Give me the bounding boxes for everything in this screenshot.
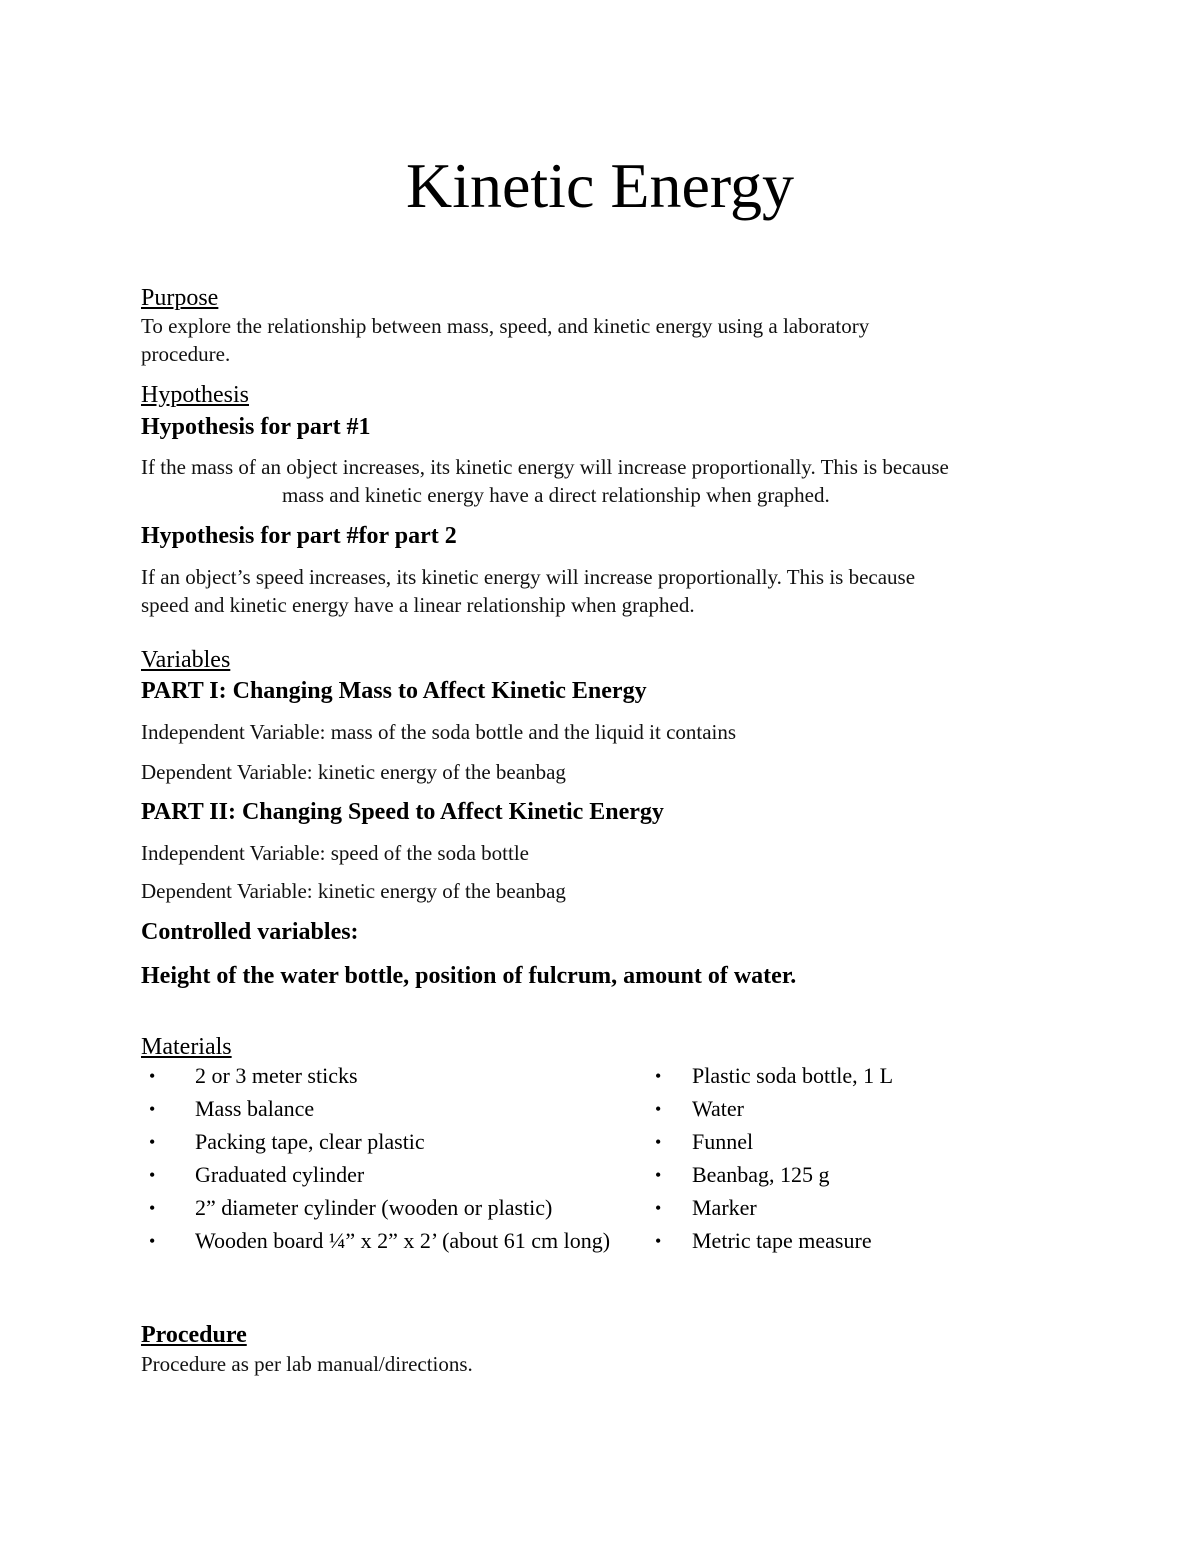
list-item: • Graduated cylinder [149, 1160, 629, 1193]
bullet-icon: • [149, 1231, 156, 1251]
hypothesis-part1-line-1: If the mass of an object increases, its kinetic energy will increase proportionally. This is because [141, 455, 949, 479]
list-item: • Plastic soda bottle, 1 L [655, 1061, 1055, 1094]
hypothesis-part1-line-2: mass and kinetic energy have a direct relationship when graphed. [282, 483, 830, 507]
bullet-icon: • [149, 1132, 156, 1152]
bullet-icon: • [149, 1066, 156, 1086]
bullet-icon: • [655, 1165, 662, 1185]
bullet-icon: • [655, 1132, 662, 1152]
procedure-heading: Procedure [141, 1322, 247, 1348]
materials-list-left [149, 1061, 629, 1259]
controlled-variables-title: Controlled variables: [141, 919, 359, 945]
variables-heading: Variables [141, 647, 231, 673]
list-item: • Funnel [655, 1127, 1055, 1160]
list-item: • Mass balance [149, 1094, 629, 1127]
purpose-text-line-1: To explore the relationship between mass, speed, and kinetic energy using a laboratory [141, 314, 870, 338]
bullet-icon: • [149, 1198, 156, 1218]
hypothesis-part2-title: Hypothesis for part #for part 2 [141, 523, 457, 549]
list-item: • Water [655, 1094, 1055, 1127]
bullet-icon: • [655, 1231, 662, 1251]
variables-part2-independent: Independent Variable: speed of the soda bottle [141, 841, 529, 865]
purpose-heading: Purpose [141, 285, 219, 311]
materials-list-right [655, 1061, 1055, 1259]
bullet-icon: • [655, 1099, 662, 1119]
variables-part1-title: PART I: Changing Mass to Affect Kinetic Energy [141, 678, 647, 704]
materials-heading: Materials [141, 1034, 232, 1060]
list-item: • 2” diameter cylinder (wooden or plastic) [149, 1193, 629, 1226]
variables-part2-dependent: Dependent Variable: kinetic energy of the beanbag [141, 879, 566, 903]
bullet-icon: • [655, 1198, 662, 1218]
list-item: • Marker [655, 1193, 1055, 1226]
variables-part1-dependent: Dependent Variable: kinetic energy of the beanbag [141, 760, 566, 784]
list-item: • Wooden board ¼” x 2” x 2’ (about 61 cm long) [149, 1226, 629, 1259]
list-item: • Packing tape, clear plastic [149, 1127, 629, 1160]
list-item: • Metric tape measure [655, 1226, 1055, 1259]
variables-part1-independent: Independent Variable: mass of the soda bottle and the liquid it contains [141, 720, 737, 744]
hypothesis-part2-line-2: speed and kinetic energy have a linear relationship when graphed. [141, 593, 695, 617]
list-item: • Beanbag, 125 g [655, 1160, 1055, 1193]
purpose-text-line-2: procedure. [141, 342, 231, 366]
page-title: Kinetic Energy [405, 150, 795, 221]
procedure-text: Procedure as per lab manual/directions. [141, 1352, 473, 1376]
hypothesis-part1-title: Hypothesis for part #1 [141, 414, 371, 440]
list-item: • 2 or 3 meter sticks [149, 1061, 629, 1094]
hypothesis-heading: Hypothesis [141, 382, 249, 408]
bullet-icon: • [655, 1066, 662, 1086]
controlled-variables-text: Height of the water bottle, position of fulcrum, amount of water. [141, 963, 797, 989]
bullet-icon: • [149, 1165, 156, 1185]
variables-part2-title: PART II: Changing Speed to Affect Kinetic Energy [141, 799, 664, 825]
bullet-icon: • [149, 1099, 156, 1119]
hypothesis-part2-line-1: If an object’s speed increases, its kinetic energy will increase proportionally. This is because [141, 565, 916, 589]
